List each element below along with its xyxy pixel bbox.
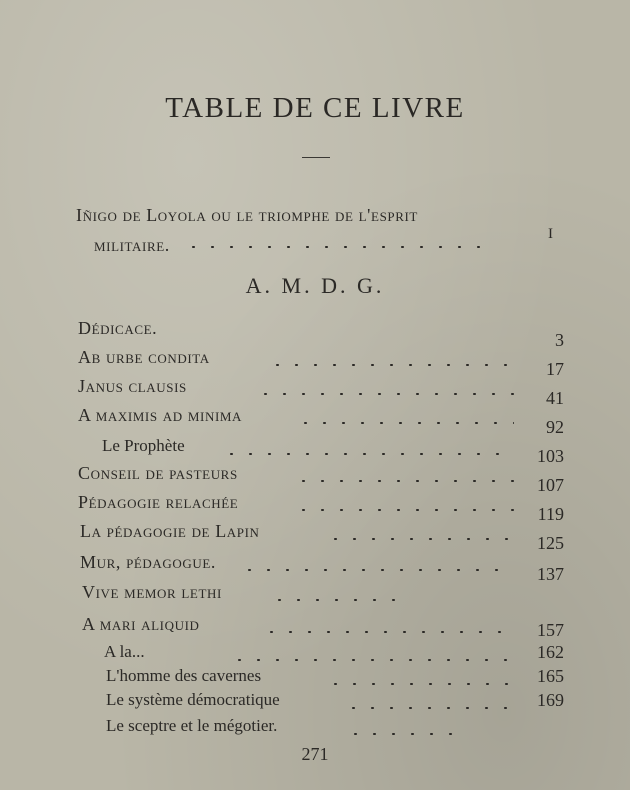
entry-page: 165 bbox=[537, 666, 564, 686]
entry-page: 92 bbox=[546, 417, 564, 437]
entry-page: 41 bbox=[546, 388, 564, 408]
toc-entry bbox=[0, 436, 630, 466]
leader-dots bbox=[344, 707, 514, 709]
toc-entry bbox=[0, 492, 630, 524]
toc-entry bbox=[0, 666, 630, 692]
entry-label: A la... bbox=[104, 642, 145, 661]
leader-dots bbox=[270, 599, 410, 601]
toc-entry bbox=[0, 716, 630, 742]
leader-dots bbox=[256, 393, 514, 395]
leader-dots bbox=[294, 480, 514, 482]
entry-page: 169 bbox=[537, 690, 564, 710]
section-heading: A. M. D. G. bbox=[245, 273, 385, 298]
entry-page: 17 bbox=[546, 359, 564, 379]
toc-entry bbox=[0, 376, 630, 408]
entry-label: A mari aliquid bbox=[82, 614, 200, 634]
entry-label: A maximis ad minima bbox=[78, 405, 243, 425]
leader-dots bbox=[262, 631, 514, 633]
entry-label: Vive memor lethi bbox=[82, 582, 222, 602]
leader-dots bbox=[346, 733, 466, 735]
toc-entry bbox=[0, 463, 630, 495]
toc-entry bbox=[0, 347, 630, 379]
leader-dots bbox=[222, 453, 514, 455]
entry-label: Ab urbe condita bbox=[78, 347, 210, 367]
entry-page: 162 bbox=[537, 642, 564, 662]
title-rule bbox=[302, 157, 330, 158]
entry-label: La pédagogie de Lapin bbox=[80, 521, 260, 541]
intro-entry bbox=[76, 200, 506, 260]
toc-entry bbox=[0, 521, 630, 553]
leader-dots bbox=[326, 538, 514, 540]
toc-entry bbox=[0, 552, 630, 584]
leader-dots bbox=[326, 683, 514, 685]
leader-dots bbox=[240, 569, 514, 571]
entry-label: Le Prophète bbox=[102, 436, 185, 455]
entry-label: Le sceptre et le mégotier. bbox=[106, 716, 278, 735]
intro-leader-dots bbox=[184, 246, 484, 248]
folio-page-number: 271 bbox=[301, 744, 329, 764]
leader-dots bbox=[294, 509, 514, 511]
entry-label: Conseil de pasteurs bbox=[78, 463, 238, 483]
intro-line-2: militaire. bbox=[76, 230, 506, 260]
intro-line-1: Iñigo de Loyola ou le triomphe de l'esprit bbox=[76, 205, 418, 225]
entry-label: Pédagogie relachée bbox=[78, 492, 239, 512]
toc-entry bbox=[0, 642, 630, 668]
entry-page: 103 bbox=[537, 446, 564, 466]
toc-entry bbox=[0, 318, 630, 350]
leader-dots bbox=[268, 364, 514, 366]
entry-label: Le système démocratique bbox=[106, 690, 280, 709]
entry-label: Janus clausis bbox=[78, 376, 187, 396]
entry-page: 137 bbox=[537, 564, 564, 584]
entry-label: L'homme des cavernes bbox=[106, 666, 262, 685]
toc-entry bbox=[0, 405, 630, 437]
toc-entry bbox=[0, 614, 630, 640]
entry-page: 157 bbox=[537, 620, 564, 640]
entry-page: 3 bbox=[555, 330, 564, 350]
toc-entry bbox=[0, 582, 630, 608]
toc-entry bbox=[0, 690, 630, 716]
entry-label: Mur, pédagogue. bbox=[80, 552, 217, 572]
entry-page: 119 bbox=[537, 504, 564, 524]
intro-page-number: I bbox=[548, 226, 553, 242]
leader-dots bbox=[296, 422, 514, 424]
leader-dots bbox=[230, 659, 514, 661]
entry-page: 125 bbox=[537, 533, 564, 553]
entry-page: 107 bbox=[537, 475, 564, 495]
entry-label: Dédicace. bbox=[78, 318, 158, 338]
page-title: TABLE DE CE LIVRE bbox=[165, 92, 465, 124]
